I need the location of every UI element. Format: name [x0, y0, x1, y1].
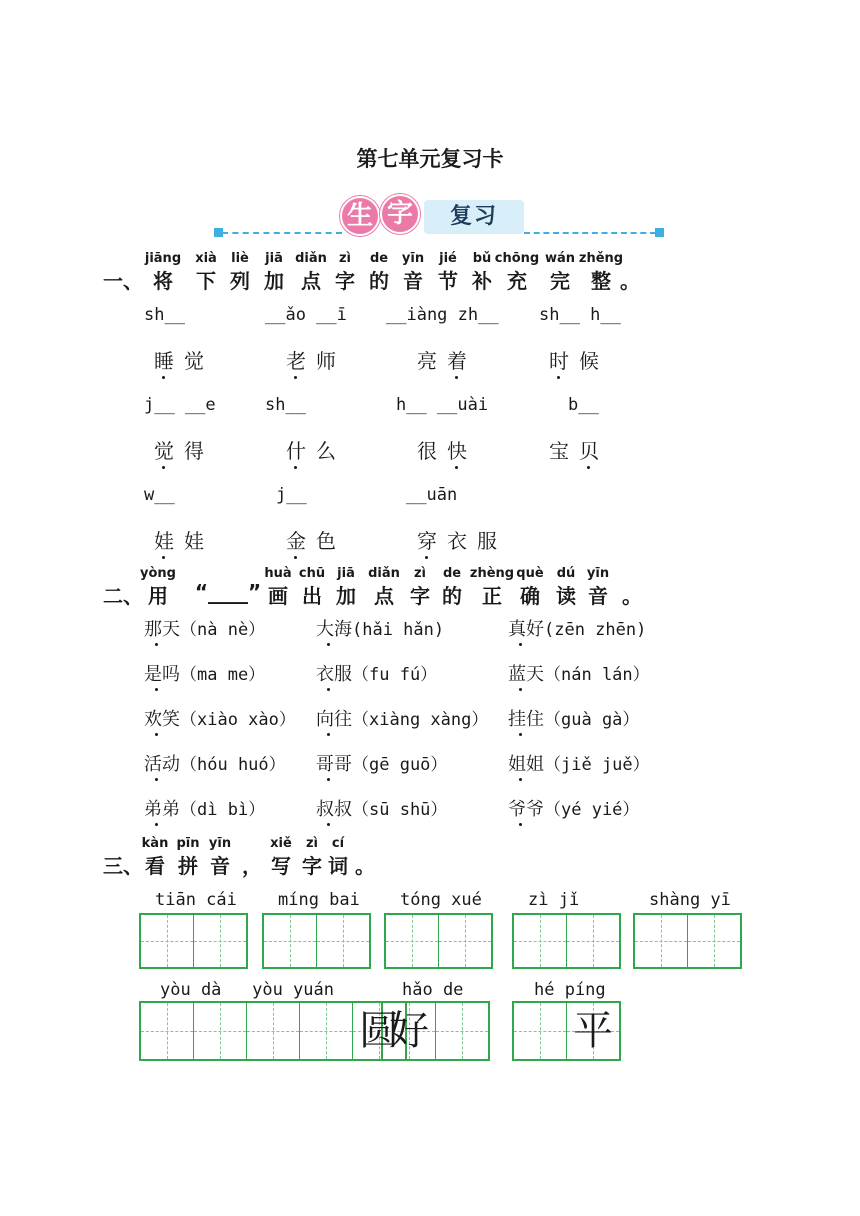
q1-word-char: 觉 [154, 439, 184, 463]
q1-word-char: 睡 [154, 349, 184, 373]
q2-heading-pinyin: zhèng [469, 566, 515, 581]
q1-heading-char: 整 [591, 269, 611, 293]
q3-heading-pinyin: xiě [270, 836, 292, 851]
q3-heading-char: 音 [210, 854, 230, 878]
q3-grid-pinyin: hé píng [534, 980, 606, 1000]
q2-choice-word: 真好 [508, 619, 544, 640]
q2-choice [508, 705, 639, 731]
tianzige-grid [139, 913, 248, 969]
tianzige-grid [633, 913, 742, 969]
q3-grid-pinyin: tóng xué [400, 890, 482, 910]
q3-heading-pinyin: kàn [141, 836, 169, 851]
q2-choice-word: 衣服 [316, 664, 352, 685]
q1-blank: sh__ [265, 395, 306, 415]
q2-heading-char: 点 [374, 584, 394, 608]
q2-choice [316, 660, 437, 686]
tianzige-cell [300, 1003, 353, 1059]
q2-choice-word: 弟弟 [144, 799, 180, 820]
q2-choice-reading: （xiàng xàng） [352, 710, 489, 730]
q2-heading-char: “____” [194, 580, 262, 604]
tianzige-cell [141, 915, 194, 967]
tianzige-grid [139, 1001, 407, 1061]
banner-left-line [222, 232, 342, 234]
q2-choice-reading: （jiě juě） [544, 755, 650, 775]
q2-choice-reading: （gē guō） [352, 755, 448, 775]
q1-word-char: 服 [477, 529, 507, 553]
q1-heading-char: 补 [472, 269, 492, 293]
q1-word-char: 么 [316, 439, 346, 463]
q3-grid-pinyin: hǎo de [402, 980, 464, 1000]
q1-heading-pinyin: diǎn [295, 251, 327, 266]
q1-heading-char: 列 [230, 269, 250, 293]
q2-choice-word: 挂住 [508, 709, 544, 730]
tianzige-cell [514, 915, 567, 967]
q1-heading-char: 加 [264, 269, 284, 293]
q1-word-char: 色 [316, 529, 346, 553]
q2-choice [508, 660, 650, 686]
q1-word-char: 娃 [154, 529, 184, 553]
q2-heading-pinyin: chū [298, 566, 326, 581]
tianzige-cell [567, 1003, 619, 1059]
q2-heading-char: 音 [588, 584, 608, 608]
q2-choice-reading: （hóu huó） [180, 755, 286, 775]
q2-heading-char: 用 [148, 584, 168, 608]
q1-word-char: 很 [417, 439, 447, 463]
q2-heading-char: 。 [622, 584, 642, 608]
q2-heading-char: 读 [556, 584, 576, 608]
q3-heading-pinyin: pīn [176, 836, 200, 851]
q2-choice [508, 615, 646, 641]
q2-choice [316, 615, 444, 641]
q1-heading-char: 的 [369, 269, 389, 293]
q1-word [549, 435, 609, 464]
q2-choice-reading: （nà nè） [180, 620, 266, 640]
q2-heading-pinyin: jiā [337, 566, 355, 581]
q1-blank: j__ [276, 485, 307, 505]
tianzige-cell [317, 915, 369, 967]
q2-heading-char: 的 [442, 584, 462, 608]
q1-blank: sh__ [144, 305, 185, 325]
q2-choice [144, 750, 286, 776]
q1-heading-pinyin: zì [338, 251, 352, 266]
tianzige-grid [512, 913, 621, 969]
q1-word-char: 快 [447, 439, 477, 463]
banner-right-dot [655, 228, 664, 237]
q2-choice-reading: （ma me） [180, 665, 266, 685]
q2-choice-reading: （guà gà） [544, 710, 640, 730]
q2-number: 二、 [103, 584, 143, 608]
tianzige-char: 平 [573, 1008, 613, 1054]
q3-heading-char: 看 [145, 854, 165, 878]
q2-heading-pinyin: zì [413, 566, 427, 581]
q2-choice-reading: （sū shū） [352, 800, 448, 820]
q1-heading-pinyin: chōng [494, 251, 540, 266]
tianzige-cell [635, 915, 688, 967]
q1-heading-char: 下 [196, 269, 216, 293]
q3-grid-pinyin: tiān cái [155, 890, 237, 910]
q1-word-char: 亮 [417, 349, 447, 373]
q1-blank: b__ [568, 395, 599, 415]
q2-choice-reading: （xiào xào） [180, 710, 296, 730]
q1-heading-pinyin: jiāng [144, 251, 182, 266]
q1-heading-char: 音 [403, 269, 423, 293]
tianzige-grid [384, 913, 493, 969]
q2-choice-word: 爷爷 [508, 799, 544, 820]
q2-heading-pinyin: yīn [586, 566, 610, 581]
q2-heading-char: 画 [268, 584, 288, 608]
q1-blank: j__ __e [144, 395, 216, 415]
q1-word-char: 宝 [549, 439, 579, 463]
q2-heading-pinyin: de [442, 566, 462, 581]
tianzige-cell [514, 1003, 567, 1059]
tianzige-cell [194, 1003, 247, 1059]
q1-word-char: 什 [286, 439, 316, 463]
q2-choice-word: 姐姐 [508, 754, 544, 775]
q1-blank: h__ __uài [396, 395, 489, 415]
q2-choice [316, 795, 447, 821]
q1-word [154, 525, 214, 554]
q3-grid-pinyin: shàng yī [649, 890, 731, 910]
q2-choice-word: 欢笑 [144, 709, 180, 730]
q1-blank: __uān [406, 485, 458, 505]
q2-choice [508, 795, 639, 821]
q1-heading-char: 点 [301, 269, 321, 293]
tianzige-cell [264, 915, 317, 967]
q1-word-char: 着 [447, 349, 477, 373]
q3-heading-pinyin: zì [305, 836, 319, 851]
q2-heading-pinyin: diǎn [368, 566, 400, 581]
tianzige-cell [383, 1003, 436, 1059]
q3-grid-pinyin: míng bai [278, 890, 360, 910]
q2-heading-char: 正 [482, 584, 502, 608]
tianzige-grid [512, 1001, 621, 1061]
q2-heading-pinyin: yòng [140, 566, 176, 581]
q1-heading-char: 完 [550, 269, 570, 293]
q2-choice-word: 哥哥 [316, 754, 352, 775]
q1-word-char: 衣 [447, 529, 477, 553]
q1-word [154, 435, 214, 464]
q1-word [417, 525, 507, 554]
q1-word-char: 师 [316, 349, 346, 373]
q1-heading-pinyin: liè [231, 251, 249, 266]
tianzige-char: 好 [389, 1008, 429, 1054]
q1-word [549, 345, 609, 374]
q2-heading-char: 出 [302, 584, 322, 608]
q2-choice-word: 叔叔 [316, 799, 352, 820]
q2-choice [144, 615, 265, 641]
q1-word [286, 435, 346, 464]
q1-word [286, 525, 346, 554]
q2-choice-reading: （dì bì） [180, 800, 266, 820]
q1-heading-char: 。 [620, 269, 640, 293]
q1-word [286, 345, 346, 374]
q2-choice-word: 是吗 [144, 664, 180, 685]
q1-word-char: 觉 [184, 349, 214, 373]
q2-heading-pinyin: dú [556, 566, 576, 581]
q3-heading-char: ， [242, 854, 262, 878]
q2-choice [144, 660, 265, 686]
q2-heading-pinyin: què [516, 566, 544, 581]
q1-heading-pinyin: xià [195, 251, 217, 266]
tianzige-cell [436, 1003, 488, 1059]
q1-blank: __ǎo __ī [265, 305, 347, 325]
q2-choice-word: 蓝天 [508, 664, 544, 685]
tianzige-cell [567, 915, 619, 967]
q2-choice [316, 750, 447, 776]
q1-word-char: 候 [579, 349, 609, 373]
q2-choice-word: 向往 [316, 709, 352, 730]
q2-choice [144, 795, 265, 821]
q1-heading-pinyin: jiā [265, 251, 283, 266]
q2-choice-reading: （nán lán） [544, 665, 650, 685]
tianzige-grid [262, 913, 371, 969]
tianzige-cell [386, 915, 439, 967]
q1-word [417, 345, 477, 374]
tianzige-grid [381, 1001, 490, 1061]
tianzige-cell [247, 1003, 300, 1059]
q2-choice-reading: （yé yié） [544, 800, 640, 820]
q1-blank: sh__ h__ [539, 305, 621, 325]
q1-word-char: 得 [184, 439, 214, 463]
q2-heading-char: 字 [410, 584, 430, 608]
q1-word-char: 金 [286, 529, 316, 553]
q1-heading-pinyin: jié [439, 251, 457, 266]
q3-heading-pinyin: cí [331, 836, 345, 851]
q1-heading-pinyin: zhěng [578, 251, 624, 266]
q1-blank: w__ [144, 485, 175, 505]
q1-heading-char: 将 [153, 269, 173, 293]
q3-heading-char: 词 [328, 854, 348, 878]
tianzige-cell [141, 1003, 194, 1059]
q1-heading-pinyin: de [369, 251, 389, 266]
q1-heading-pinyin: bǔ [472, 251, 492, 266]
q2-choice-word: 那天 [144, 619, 180, 640]
q1-heading-pinyin: yīn [401, 251, 425, 266]
q2-heading-char: 确 [520, 584, 540, 608]
tianzige-cell [194, 915, 246, 967]
q1-heading-pinyin: wán [544, 251, 576, 266]
q1-heading-char: 字 [335, 269, 355, 293]
q2-choice [144, 705, 296, 731]
page-title: 第七单元复习卡 [356, 147, 504, 171]
q1-heading-char: 充 [507, 269, 527, 293]
q2-choice-word: 活动 [144, 754, 180, 775]
banner-circle-2: 字 [380, 194, 420, 234]
q3-heading-char: 字 [302, 854, 322, 878]
q1-word-char: 老 [286, 349, 316, 373]
tianzige-char: 圆 [359, 1008, 399, 1054]
q1-word-char: 娃 [184, 529, 214, 553]
q3-number: 三、 [103, 854, 143, 878]
banner-right-line [524, 232, 656, 234]
q2-heading-char: 加 [336, 584, 356, 608]
q1-number: 一、 [103, 269, 143, 293]
q2-choice-reading: （fu fú） [352, 665, 438, 685]
q2-heading-pinyin: huà [264, 566, 292, 581]
banner-circle-1: 生 [340, 196, 380, 236]
q1-word-char: 时 [549, 349, 579, 373]
q3-heading-char: 写 [271, 854, 291, 878]
q2-choice [316, 705, 488, 731]
q1-blank: __iàng zh__ [386, 305, 499, 325]
q3-heading-char: 。 [355, 854, 375, 878]
q3-grid-pinyin: zì jǐ [528, 890, 580, 910]
q2-choice-reading: (zēn zhēn) [544, 620, 647, 640]
tianzige-cell [688, 915, 740, 967]
q1-word-char: 穿 [417, 529, 447, 553]
q3-heading-char: 拼 [178, 854, 198, 878]
banner-tab: 复习 [424, 200, 524, 234]
q3-grid-pinyin: yòu dà yòu yuán [160, 980, 334, 1000]
q1-word [154, 345, 214, 374]
tianzige-cell [439, 915, 491, 967]
q1-word-char: 贝 [579, 439, 609, 463]
q1-heading-char: 节 [438, 269, 458, 293]
q2-choice [508, 750, 650, 776]
q1-word [417, 435, 477, 464]
q2-choice-reading: (hǎi hǎn) [352, 620, 445, 640]
q2-choice-word: 大海 [316, 619, 352, 640]
q3-heading-pinyin: yīn [208, 836, 232, 851]
